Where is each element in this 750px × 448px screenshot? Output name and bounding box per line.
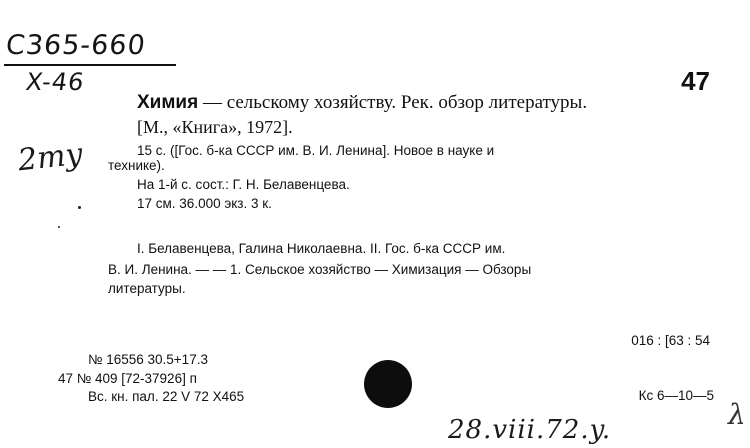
tracing-line3: литературы. [108, 281, 186, 296]
accession-line3: Вс. кн. пал. 22 V 72 Х465 [88, 389, 245, 404]
collation-line2: технике). [108, 158, 165, 173]
collation-line1: 15 с. ([Гос. б-ка СССР им. В. И. Ленина]. Новое в науке и [137, 143, 495, 158]
tracing-line1: I. Белавенцева, Галина Николаевна. II. Гос. б-ка СССР им. [137, 241, 506, 256]
tracing-line2: В. И. Ленина. — — 1. Сельское хозяйство — Химизация — Обзоры [108, 262, 532, 277]
compiler-note: На 1-й с. сост.: Г. Н. Белавенцева. [137, 177, 350, 192]
handwritten-initials: 2my [16, 136, 85, 179]
title-heading: Химия [137, 92, 199, 113]
title-subtitle: — сельскому хозяйству. Рек. обзор литературы. [198, 92, 588, 113]
title-line [137, 92, 587, 114]
call-number-line1: C365-660 [4, 30, 148, 61]
handwritten-mark: λ [728, 398, 746, 431]
call-number-divider [4, 64, 176, 66]
accession-line1: № 16556 30.5+17.3 [88, 352, 208, 367]
physical-note: 17 см. 36.000 экз. 3 к. [137, 196, 272, 211]
udc-classification: 016 : [63 : 54 [631, 333, 710, 348]
ink-speck [58, 226, 60, 228]
card-number: 47 [681, 66, 710, 96]
ink-speck [78, 206, 81, 209]
imprint: [М., «Книга», 1972]. [137, 117, 293, 137]
accession-line2: 47 № 409 [72-37926] п [58, 371, 197, 386]
handwritten-date: 28.viii.72.y. [448, 415, 612, 445]
call-number-line2: X-46 [24, 68, 87, 96]
price-code: Кс 6—10—5 [638, 388, 714, 403]
card-punch-hole [364, 360, 412, 408]
